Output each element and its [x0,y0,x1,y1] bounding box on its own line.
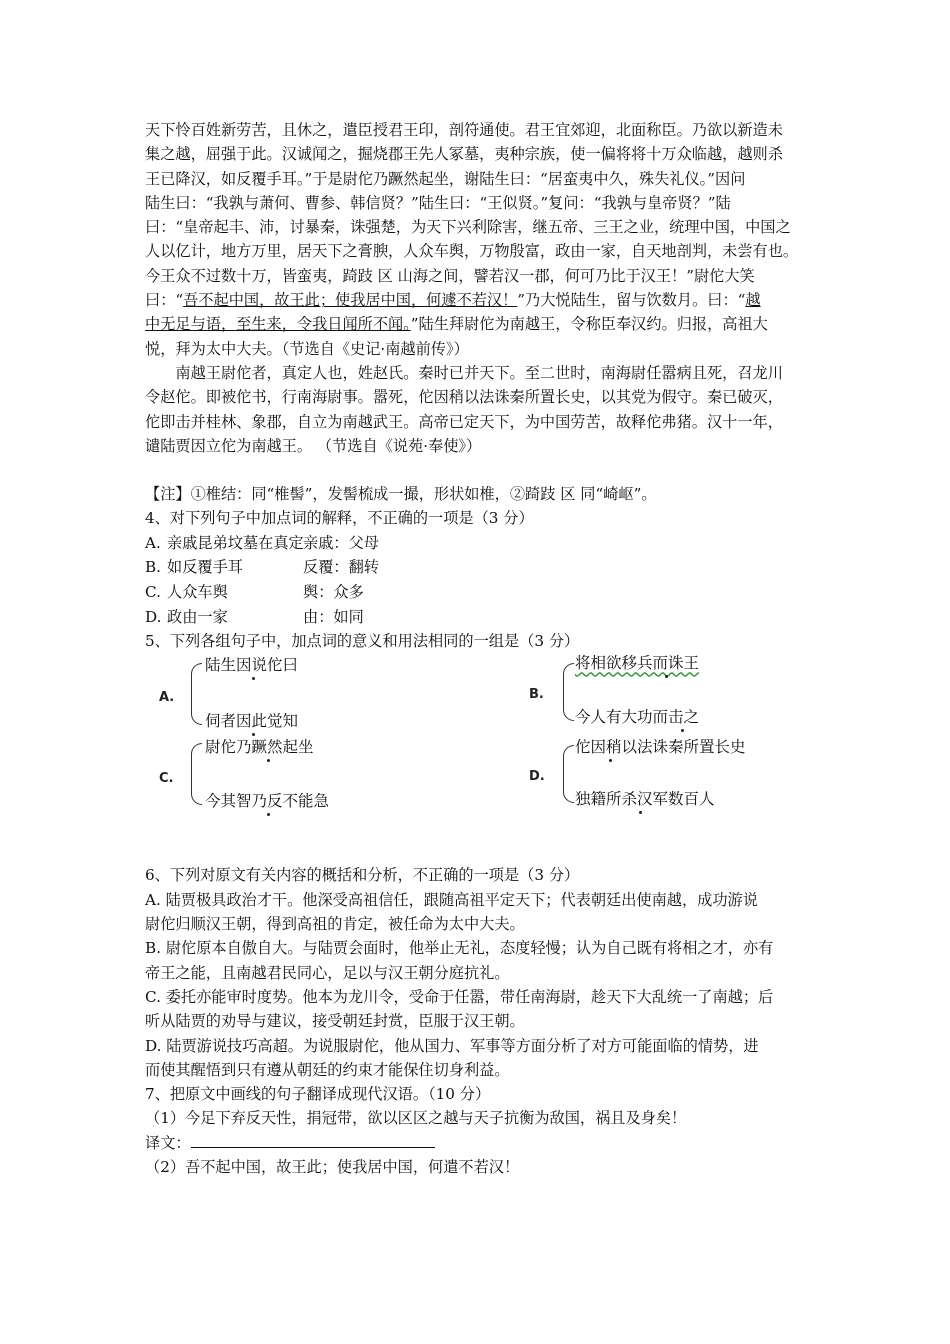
group-d-brace [563,745,574,803]
question-4-option-d: D. 政由一家 由：如同 [145,607,364,626]
question-7-sentence-2: （2）吾不起中国，故王此；使我居中国，何遣不若汉！ [145,1157,520,1176]
question-6-line-7: D. 陆贾游说技巧高超。为说服尉佗，他从国力、军事等方面分析了对方可能面临的情势，进 [145,1036,759,1055]
passage-paragraph-2 [145,361,813,458]
question-6-line-5: C. 委托亦能审时度势。他本为龙川令，受命于任嚣，带任南海尉，趁天下大乱统一了南越；后 [145,987,774,1006]
question-4-option-b: B. 如反覆手耳 反覆：翻转 [145,558,379,577]
passage-line-9: 中无足与语，至生来，令我日闻所不闻。”陆生拜尉佗为南越王，令称臣奉汉约。归报，高祖大 [145,315,768,334]
underlined-sentence-2b: 中无足与语，至生来，令我日闻所不闻。 [145,315,411,334]
passage-line-3: 王已降汉，如反覆手耳。”于是尉佗乃蹶然起坐，谢陆生曰：“居蛮夷中久，殊失礼仪。”因问 [145,169,746,188]
emphasis-dot [681,729,684,732]
answer-blank[interactable] [191,1133,435,1148]
passage-paragraph-1 [145,118,813,288]
question-7-stem: 7、把原文中画线的句子翻译成现代汉语。（10 分） [145,1085,491,1104]
underlined-sentence-1: 吾不起中国，故王此；使我居中国，何遽不若汉！ [183,291,518,310]
passage-line-8: 曰：“吾不起中国，故王此；使我居中国，何遽不若汉！”乃大悦陆生，留与饮数月。曰：“越 [145,291,761,310]
emphasis-dot [639,811,642,814]
question-6-line-4: 帝王之能，且南越君民同心，足以与汉王朝分庭抗礼。 [145,963,510,982]
group-d-sentence-1: 佗因稍以法诛秦所置长史 [575,738,746,757]
answer-line: 译文： [145,1131,813,1155]
question-4-option-a: A. 亲戚昆弟坟墓在真定亲戚：父母 [145,533,379,552]
question-6-line-6: 听从陆贾的劝导与建议，接受朝廷封赏，臣服于汉王朝。 [145,1012,525,1031]
passage2-line-3: 佗即击并桂林、象郡，自立为南越武王。高帝已定天下，为中国劳苦，故释佗弗猪。汉十一年， [145,412,783,431]
question-6-line-8: 而使其醒悟到只有遵从朝廷的约束才能保住切身利益。 [145,1060,510,1079]
group-b-brace [563,663,574,721]
group-a-sentence-1: 陆生因说佗曰 [205,656,299,675]
group-b-sentence-1: 将相欲移兵而诛王 [575,654,700,673]
group-a-label: A. [159,690,175,706]
passage-line-6: 人以亿计，地方万里，居天下之膏腴，人众车舆，万物殷富，政由一家，自天地剖判，未尝有也。 [145,242,799,261]
emphasis-dot [267,813,270,816]
passage2-line-1: 南越王尉佗者，真定人也，姓赵氏。秦时已并天下。至二世时，南海尉任嚣病且死，召龙川 [175,363,783,382]
question-6-line-1: A. 陆贾极具政治才干。他深受高祖信任，跟随高祖平定天下；代表朝廷出使南越，成功游说 [145,890,758,909]
group-c-brace [191,743,202,805]
question-4-stem: 4、对下列句子中加点词的解释，不正确的一项是（3 分） [145,509,534,528]
emphasis-dot [267,759,270,762]
group-d-label: D. [529,769,545,785]
underlined-sentence-2a: 越 [745,291,761,310]
question-4-option-c: C. 人众车舆 舆：众多 [145,582,364,601]
group-c-sentence-1: 尉佗乃蹶然起坐 [205,738,314,757]
passage-line-10: 悦，拜为太中大夫。（节选自《史记·南越前传》） [145,339,469,358]
passage2-line-2: 令赵佗。即被佗书，行南海尉事。嚣死，佗因稍以法诛秦所置长史，以其党为假守。秦已破灭， [145,388,783,407]
passage-line-7: 今王众不过数十万，皆蛮夷，踦跂 区 山海之间，譬若汉一郡，何可乃比于汉王！”尉佗大笑 [145,266,755,285]
group-d-sentence-2: 独籍所杀汉军数百人 [575,790,715,809]
question-6-line-2: 尉佗归顺汉王朝，得到高祖的肯定，被任命为太中大夫。 [145,915,525,934]
passage2-line-4: 谴陆贾因立佗为南越王。 （节选自《说苑·奉使》） [145,436,482,455]
group-b-sentence-2: 今人有大功而击之 [575,708,700,727]
group-c-label: C. [159,771,174,787]
group-a-brace [191,663,202,725]
group-a-sentence-2: 伺者因此觉知 [205,712,299,731]
emphasis-dot [252,677,255,680]
passage-line-4: 陆生曰：“我孰与萧何、曹参、韩信贤？”陆生曰：“王似贤。”复问：“我孰与皇帝贤？”陆 [145,193,731,212]
question-5-stem: 5、下列各组句子中，加点词的意义和用法相同的一组是（3 分） [145,632,580,651]
passage-line-5: 曰：“皇帝起丰、沛，讨暴秦，诛强楚，为天下兴利除害，继五帝、三王之业，统理中国，中国之 [145,218,791,237]
question-5-figure [145,653,813,863]
emphasis-dot [609,759,612,762]
passage-line-2: 集之越，屈强于此。汉诚闻之，掘烧郡王先人冢墓，夷种宗族，使一偏将将十万众临越，越则杀 [145,145,783,164]
group-c-sentence-2: 今其智乃反不能急 [205,792,330,811]
question-6-line-3: B. 尉佗原本自傲自大。与陆贾会面时，他举止无礼，态度轻慢；认为自己既有将相之才，亦有 [145,939,774,958]
exam-page [145,118,813,1179]
question-4-options [145,531,813,629]
note: 【注】①椎结：同“椎髻”，发髻梳成一撮，形状如椎，②踦跂 区 同“崎岖”。 [145,485,657,504]
question-6-stem: 6、下列对原文有关内容的概括和分析，不正确的一项是（3 分） [145,866,580,885]
emphasis-dot [665,675,668,678]
passage-line-1: 天下怜百姓新劳苦，且休之，遣臣授君王印，剖符通使。君王宜郊迎，北面称臣。乃欲以新造未 [145,121,783,139]
question-6-options [145,888,813,1082]
question-7-sentence-1: （1）今足下弃反天性，捐冠带，欲以区区之越与天子抗衡为敌国，祸且及身矣！ [145,1109,687,1128]
group-b-label: B. [529,687,544,703]
